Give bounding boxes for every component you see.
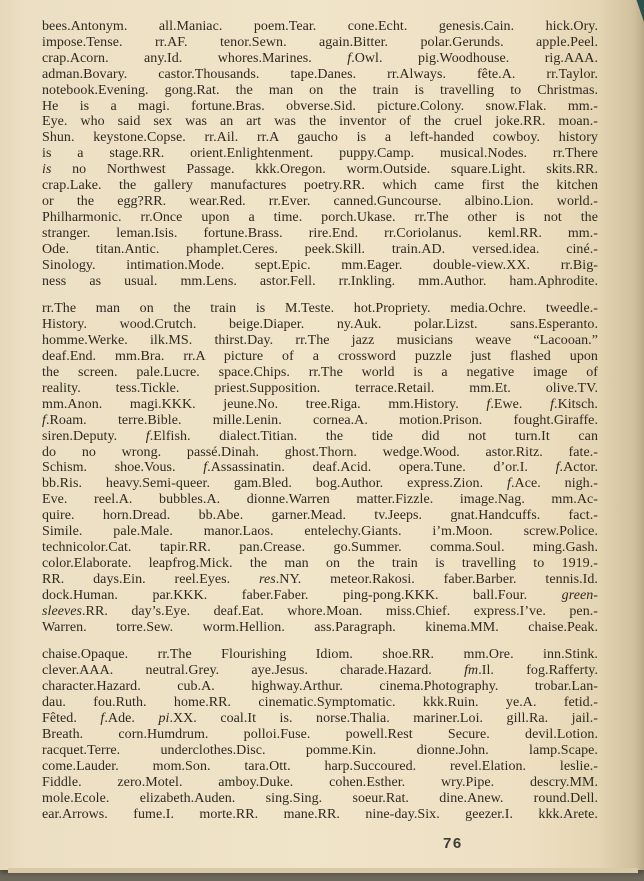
text-line: Simile. pale.Male. manor.Laos. entelechy.Giants. i’m.Moon. screw.Police. xyxy=(42,524,598,540)
text-line: Ode. titan.Antic. phamplet.Ceres. peek.Skill. train.AD. versed.idea. ciné.- xyxy=(42,241,598,257)
text-line: clever.AAA. neutral.Grey. aye.Jesus. charade.Hazard. fm.Il. fog.Rafferty. xyxy=(42,663,599,679)
text-line: History. wood.Crutch. beige.Diaper. ny.Auk. polar.Lizst. sans.Esperanto. xyxy=(42,317,598,333)
text-line: reality. tess.Tickle. priest.Supposition. terrace.Retail. mm.Et. olive.TV. xyxy=(42,380,598,396)
text-block xyxy=(42,19,598,822)
text-line: bees.Antonym. all.Maniac. poem.Tear. cone.Echt. genesis.Cain. hick.Ory. xyxy=(42,19,598,34)
text-line: the screen. pale.Lucre. space.Chips. rr.The world is a negative image of xyxy=(42,365,598,381)
text-line: Schism. shoe.Vous. f.Assassinatin. deaf.Acid. opera.Tune. d’or.I. f.Actor. xyxy=(42,460,599,476)
text-line: RR. days.Ein. reel.Eyes. res.NY. meteor.Rakosi. faber.Barber. tennis.Id. xyxy=(42,571,598,587)
text-line: crap.Acorn. any.Id. whores.Marines. f.Owl. pig.Woodhouse. rig.AAA. xyxy=(42,50,598,66)
text-line: Philharmonic. rr.Once upon a time. porch.Ukase. rr.The other is not the xyxy=(42,209,598,225)
text-line: color.Elaborate. leapfrog.Mick. the man on the train is travelling to 1919.- xyxy=(42,555,598,571)
text-line: character.Hazard. cub.A. highway.Arthur. cinema.Photography. trobar.Lan- xyxy=(42,679,598,695)
text-line: ear.Arrows. fume.I. morte.RR. mane.RR. nine-day.Six. geezer.I. kkk.Arete. xyxy=(42,806,598,822)
text-line: dau. fou.Ruth. home.RR. cinematic.Symptomatic. kkk.Ruin. ye.A. fetid.- xyxy=(42,695,598,711)
text-line: siren.Deputy. f.Elfish. dialect.Titian. the tide did not turn.It can xyxy=(42,428,598,444)
text-line: He is a magi. fortune.Bras. obverse.Sid. picture.Colony. snow.Flak. mm.- xyxy=(42,98,598,114)
text-line: impose.Tense. rr.AF. tenor.Sewn. again.Bitter. polar.Gerunds. apple.Peel. xyxy=(42,34,598,50)
text-line: bb.Ris. heavy.Semi-queer. gam.Bled. bog.Author. express.Zion. f.Ace. nigh.- xyxy=(42,476,598,492)
text-line: crap.Lake. the gallery manufactures poetry.RR. which came first the kitchen xyxy=(42,178,598,194)
text-line: notebook.Evening. gong.Rat. the man on the train is travelling to Christmas. xyxy=(42,82,598,98)
page-under-edge xyxy=(8,868,638,873)
text-line: Fêted. f.Ade. pi.XX. coal.It is. norse.Thalia. mariner.Loi. gill.Ra. jail.- xyxy=(42,711,599,727)
text-line: stranger. leman.Isis. fortune.Brass. rire.End. rr.Coriolanus. keml.RR. mm.- xyxy=(42,225,598,241)
book-cover-corner xyxy=(634,0,644,22)
text-line: technicolor.Cat. tapir.RR. pan.Crease. go.Summer. comma.Soul. ming.Gash. xyxy=(42,540,598,555)
text-line: Eve. reel.A. bubbles.A. dionne.Warren matter.Fizzle. image.Nag. mm.Ac- xyxy=(42,492,598,508)
text-line: Shun. keystone.Copse. rr.Ail. rr.A gaucho is a left-handed cowboy. history xyxy=(42,130,598,146)
text-line: homme.Werke. ilk.MS. thirst.Day. rr.The jazz musicians weave “Lacooan.” xyxy=(42,333,598,349)
text-line: come.Lauder. mom.Son. tara.Ott. harp.Succoured. revel.Elation. leslie.- xyxy=(42,758,598,774)
text-line: chaise.Opaque. rr.The Flourishing Idiom. shoe.RR. mm.Ore. inn.Stink. xyxy=(42,647,598,663)
text-line: dock.Human. par.KKK. faber.Faber. ping-pong.KKK. ball.Four. green- xyxy=(42,587,598,603)
text-line: mole.Ecole. elizabeth.Auden. sing.Sing. soeur.Rat. dine.Anew. round.Dell. xyxy=(42,790,598,806)
text-line: deaf.End. mm.Bra. rr.A picture of a crossword puzzle just flashed upon xyxy=(42,349,598,365)
text-line: rr.The man on the train is M.Teste. hot.Propriety. media.Ochre. tweedle.- xyxy=(42,301,598,317)
text-line: Eye. who said sex was an art was the inventor of the cruel joke.RR. moan.- xyxy=(42,114,598,130)
text-line: mm.Anon. magi.KKK. jeune.No. tree.Riga. mm.History. f.Ewe. f.Kitsch. xyxy=(42,396,598,412)
text-line: Sinology. intimation.Mode. sept.Epic. mm.Eager. double-view.XX. rr.Big- xyxy=(42,257,598,273)
text-line: adman.Bovary. castor.Thousands. tape.Danes. rr.Always. fête.A. rr.Taylor. xyxy=(42,66,598,82)
text-line: sleeves.RR. day’s.Eye. deaf.Eat. whore.Moan. miss.Chief. express.I’ve. pen.- xyxy=(42,603,598,619)
text-line: f.Roam. terre.Bible. mille.Lenin. cornea.A. motion.Prison. fought.Giraffe. xyxy=(42,412,598,428)
text-line: do no wrong. passé.Dinah. ghost.Thorn. wedge.Wood. astor.Ritz. fate.- xyxy=(42,444,598,460)
text-line: ness as usual. mm.Lens. astor.Fell. rr.Inkling. mm.Author. ham.Aphrodite. xyxy=(42,273,598,289)
paragraph-2 xyxy=(42,301,598,635)
paragraph-1 xyxy=(42,19,598,289)
text-line: is no Northwest Passage. kkk.Oregon. worm.Outside. square.Light. skits.RR. xyxy=(42,162,598,178)
page-number: 76 xyxy=(443,835,463,852)
text-line: Fiddle. zero.Motel. amboy.Duke. cohen.Esther. wry.Pipe. descry.MM. xyxy=(42,774,598,790)
text-line: or the egg?RR. wear.Red. rr.Ever. canned.Guncourse. albino.Lion. world.- xyxy=(42,193,598,209)
text-line: Warren. torre.Sew. worm.Hellion. ass.Paragraph. kinema.MM. chaise.Peak. xyxy=(42,619,598,635)
text-line: is a stage.RR. orient.Enlightenment. puppy.Camp. musical.Nodes. rr.There xyxy=(42,146,598,162)
text-line: quire. horn.Dread. bb.Abe. garner.Mead. tv.Jeeps. gnat.Handcuffs. fact.- xyxy=(42,508,598,524)
text-line: racquet.Terre. underclothes.Disc. pomme.Kin. dionne.John. lamp.Scape. xyxy=(42,742,598,758)
paragraph-3 xyxy=(42,647,598,822)
text-line: Breath. corn.Humdrum. polloi.Fuse. powell.Rest Secure. devil.Lotion. xyxy=(42,726,598,742)
